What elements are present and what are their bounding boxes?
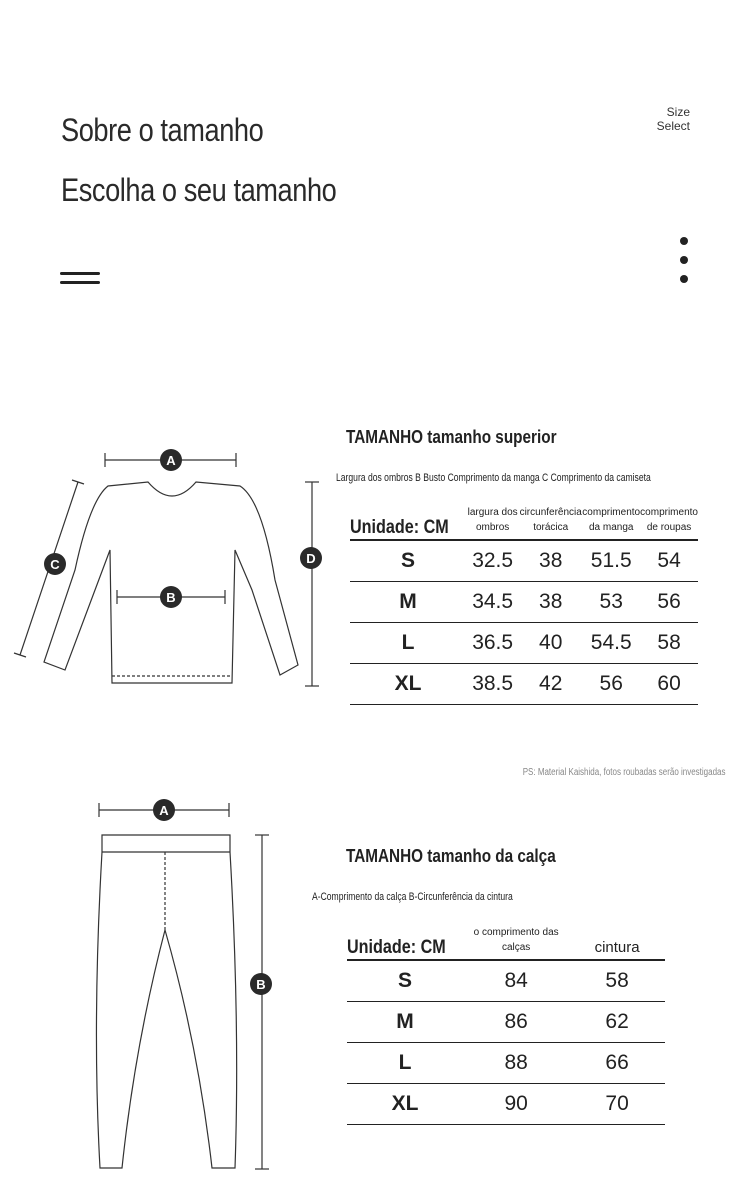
value-cell: 88 [504, 1050, 528, 1074]
unit-label: Unidade: CM [350, 517, 449, 538]
size-cell: L [401, 630, 415, 654]
more-options-icon[interactable] [680, 237, 688, 294]
column-header: o comprimento das calças [473, 927, 559, 953]
value-cell: 32.5 [472, 548, 514, 572]
top-size-title: TAMANHO tamanho superior [346, 427, 557, 447]
size-cell: M [396, 1009, 414, 1033]
size-cell: XL [394, 671, 422, 695]
size-select-button[interactable] [657, 105, 690, 133]
value-cell: 38.5 [472, 671, 514, 695]
bottom-size-title: TAMANHO tamanho da calça [346, 846, 556, 866]
size-cell: S [398, 968, 413, 992]
value-cell: 51.5 [590, 548, 632, 572]
table-row [350, 581, 698, 622]
select-label: Select [656, 119, 690, 133]
table-row [347, 1042, 665, 1083]
svg-text:D: D [306, 551, 316, 566]
size-cell: M [399, 589, 417, 613]
value-cell: 56 [599, 671, 623, 695]
column-header: comprimento da manga [582, 507, 641, 533]
value-cell: 58 [605, 968, 629, 992]
value-cell: 62 [605, 1009, 629, 1033]
value-cell: 40 [539, 630, 563, 654]
page-title: Sobre o tamanho [61, 112, 264, 148]
table-row [350, 540, 698, 581]
page-subtitle: Escolha o seu tamanho [61, 172, 337, 208]
pants-markers [80, 795, 280, 1185]
svg-text:A: A [159, 803, 169, 818]
value-cell: 36.5 [472, 630, 514, 654]
copyright-note: PS: Material Kaishida, fotos roubadas serão investigadas [522, 767, 725, 778]
value-cell: 90 [504, 1091, 528, 1115]
svg-text:C: C [50, 557, 60, 572]
table-row [347, 1083, 665, 1124]
value-cell: 34.5 [472, 589, 514, 613]
table-row [347, 1001, 665, 1042]
value-cell: 66 [605, 1050, 629, 1074]
top-legend: Largura dos ombros B Busto Comprimento da manga C Comprimento da camiseta [336, 472, 651, 484]
size-cell: S [401, 548, 416, 572]
svg-text:B: B [256, 977, 266, 992]
size-cell: XL [391, 1091, 419, 1115]
value-cell: 84 [504, 968, 528, 992]
shirt-markers [0, 440, 330, 700]
value-cell: 38 [539, 589, 563, 613]
table-row [347, 960, 665, 1001]
value-cell: 38 [539, 548, 563, 572]
column-header: circunferência torácica [519, 507, 582, 533]
value-cell: 53 [599, 589, 623, 613]
bottom-size-table [347, 925, 665, 1125]
column-header: largura dos ombros [467, 507, 518, 533]
value-cell: 86 [504, 1009, 528, 1033]
size-cell: L [398, 1050, 412, 1074]
hamburger-menu-icon[interactable] [60, 272, 100, 290]
top-size-table [350, 505, 698, 705]
table-row [350, 663, 698, 704]
value-cell: 56 [657, 589, 681, 613]
unit-label: Unidade: CM [347, 937, 446, 958]
column-header: cintura [594, 939, 640, 956]
table-row [350, 622, 698, 663]
value-cell: 54 [657, 548, 681, 572]
size-label: Size [666, 105, 690, 119]
bottom-legend: A-Comprimento da calça B-Circunferência da cintura [312, 891, 513, 903]
svg-text:B: B [166, 590, 176, 605]
value-cell: 54.5 [590, 630, 632, 654]
svg-text:A: A [166, 453, 176, 468]
value-cell: 60 [657, 671, 681, 695]
value-cell: 58 [657, 630, 681, 654]
column-header: comprimento de roupas [640, 507, 698, 533]
value-cell: 42 [539, 671, 563, 695]
value-cell: 70 [605, 1091, 629, 1115]
